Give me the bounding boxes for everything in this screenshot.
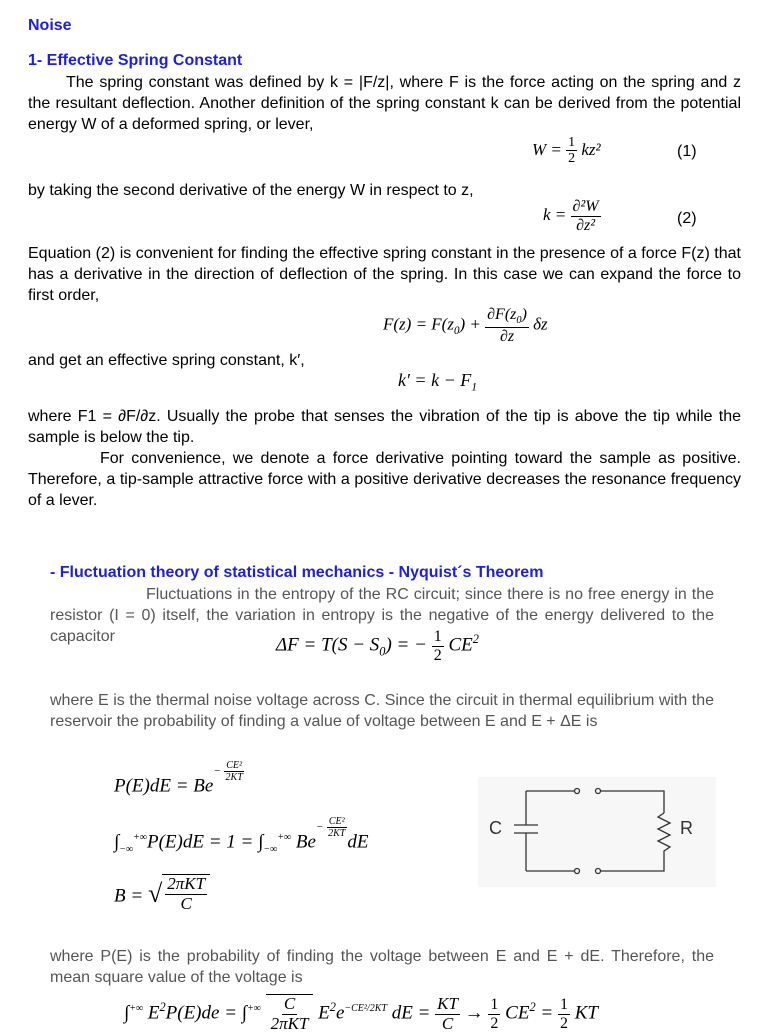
paragraph: Fluctuations in the entropy of the RC circuit; since there is no free energy in the resistor (I = 0) itself, the variation in entropy is the negative of the energy delivered to the capacitor <box>50 586 714 645</box>
paragraph: where F1 = ∂F/∂z. Usually the probe that senses the vibration of the tip is above the tip while the sample is below the tip. <box>28 408 741 446</box>
paragraph: The spring constant was defined by k = |F/z|, where F is the force acting on the spring and z the resultant deflection. Another definition of the spring constant k can be derived from the potential energy W of a deformed spring, or lever, <box>28 74 741 133</box>
section-heading: 1- Effective Spring Constant <box>28 52 243 69</box>
equation-9: ∫+∞ $E^2P(E)de = \int^{+\infty}$ $\frac{C}{\text{2πKT}}$ $E^2e^{-CE^2/2KT}$ dE = $\frac{KT}{C}$ → $\frac{1}{2}$ $CE^2$ = $\frac{1}{2}$ KT <box>124 994 598 1033</box>
capacitor-label: C <box>489 818 502 838</box>
equation-4: $k' = k - F_1$ <box>398 370 478 394</box>
equation-6: $P(E)dE = Be^{- \frac{\text{CE²}}{2KT}}$ <box>114 760 243 797</box>
equation-1: W = $\frac{1}{2}$ kz² <box>532 135 601 167</box>
paragraph: where P(E) is the probability of finding the voltage between E and E + dE. Therefore, the mean square value of the voltage is <box>50 948 714 986</box>
equation-3: $F(z) = F(z_0)$ + $\frac{\partial F(z_0)}{\partial z}$ δz <box>383 306 548 345</box>
equation-2: k = $\frac{\text{∂²W}}{\text{∂z²}}$ <box>543 198 599 234</box>
equation-8: B = √ $\frac{\text{2πKT}}{C}$ <box>114 874 210 913</box>
equation-label: (2) <box>677 210 697 227</box>
paragraph: and get an effective spring constant, k′, <box>28 352 305 369</box>
equation-5: $\Delta F = T(S - S_0)$ = − $\frac{1}{2}$ $CE^2$ <box>276 628 479 664</box>
equation-7: $\int_{-\infty}^{+\infty}P(E)dE = 1 = \int_{-\infty}^{+\infty}$ $Be^{- \frac{\text{CE²}}{2KT}}$ dE <box>114 816 369 856</box>
paragraph: where E is the thermal noise voltage across C. Since the circuit in thermal equilibrium with the reservoir the probability of finding a value of voltage between E and E + ΔE is <box>50 692 714 730</box>
resistor-label: R <box>680 818 693 838</box>
paragraph: Equation (2) is convenient for finding the effective spring constant in the presence of a force F(z) that has a derivative in the direction of deflection of the spring. In this case we can expand the force to first order, <box>28 245 741 304</box>
paragraph: For convenience, we denote a force derivative pointing toward the sample as positive. Therefore, a tip-sample attractive force with a positive derivative decreases the resonance frequency of a lever. <box>28 450 741 509</box>
equation-label: (1) <box>677 143 697 160</box>
page-title: Noise <box>28 17 72 34</box>
paragraph: by taking the second derivative of the energy W in respect to z, <box>28 182 474 199</box>
section-heading: - Fluctuation theory of statistical mechanics - Nyquist´s Theorem <box>50 564 544 581</box>
